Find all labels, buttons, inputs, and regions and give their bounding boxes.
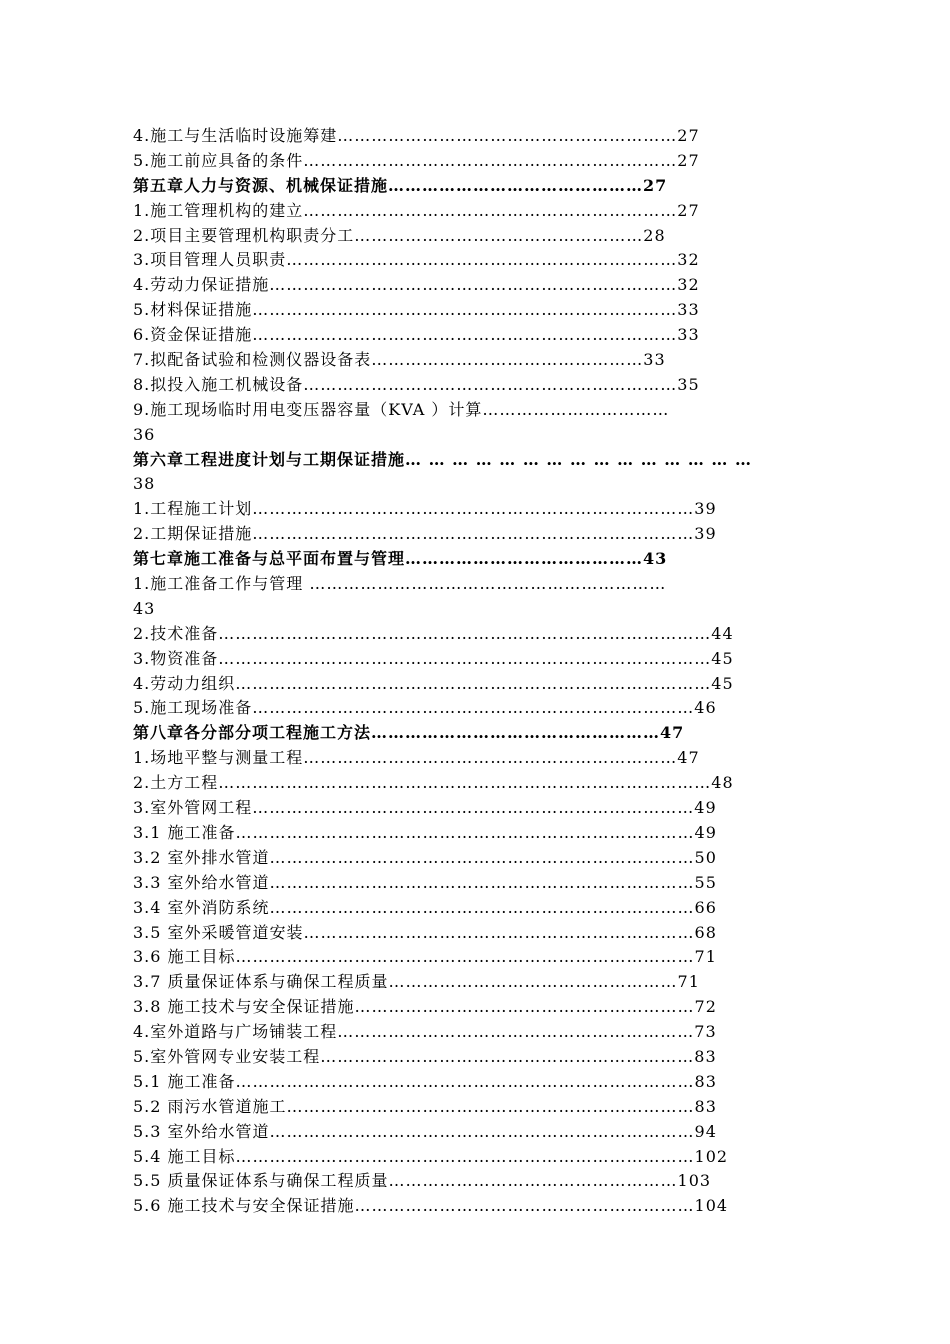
toc-entry[interactable]: 43 <box>133 598 156 618</box>
toc-entry[interactable]: 5.4 施工目标………………………………………………………………………102 <box>133 1146 729 1166</box>
toc-entry[interactable]: 3.8 施工技术与安全保证措施……………………………………………………72 <box>133 997 717 1017</box>
toc-entry[interactable]: 38 <box>133 474 156 494</box>
toc-entry[interactable]: 6.资金保证措施…………………………………………………………………33 <box>133 325 700 345</box>
toc-entry[interactable]: 3.物资准备……………………………………………………………………………45 <box>133 648 734 668</box>
toc-entry[interactable]: 4.施工与生活临时设施筹建……………………………………………………27 <box>133 126 700 145</box>
toc-chapter-entry[interactable]: 第五章人力与资源、机械保证措施………………………………………27 <box>133 175 668 195</box>
toc-entry[interactable]: 4.劳动力保证措施………………………………………………………………32 <box>133 275 700 295</box>
toc-chapter-entry[interactable]: 第七章施工准备与总平面布置与管理……………………………………43 <box>133 549 668 569</box>
toc-entry[interactable]: 3.项目管理人员职责……………………………………………………………32 <box>133 250 700 270</box>
toc-entry[interactable]: 36 <box>133 424 156 444</box>
toc-entry[interactable]: 4.劳动力组织…………………………………………………………………………45 <box>133 673 734 693</box>
toc-entry[interactable]: 5.材料保证措施…………………………………………………………………33 <box>133 300 700 320</box>
toc-entry[interactable]: 1.场地平整与测量工程…………………………………………………………47 <box>133 748 700 768</box>
toc-entry[interactable]: 3.4 室外消防系统…………………………………………………………………66 <box>133 897 717 917</box>
toc-chapter-entry[interactable]: 第六章工程进度计划与工期保证措施… … … … … … … … … … … … … … … <box>133 449 752 469</box>
toc-entry[interactable]: 3.室外管网工程……………………………………………………………………49 <box>133 798 717 818</box>
toc-entry[interactable]: 1.施工管理机构的建立…………………………………………………………27 <box>133 200 700 220</box>
toc-entry[interactable]: 2.工期保证措施……………………………………………………………………39 <box>133 524 717 544</box>
toc-entry[interactable]: 2.技术准备……………………………………………………………………………44 <box>133 623 734 643</box>
toc-entry[interactable]: 8.拟投入施工机械设备…………………………………………………………35 <box>133 374 700 394</box>
toc-entry[interactable]: 3.1 施工准备………………………………………………………………………49 <box>133 822 717 842</box>
toc-entry[interactable]: 7.拟配备试验和检测仪器设备表…………………………………………33 <box>133 350 666 370</box>
toc-chapter-entry[interactable]: 第八章各分部分项工程施工方法……………………………………………47 <box>133 723 685 743</box>
toc-entry[interactable]: 2.项目主要管理机构职责分工……………………………………………28 <box>133 225 666 245</box>
toc-entry[interactable]: 2.土方工程……………………………………………………………………………48 <box>133 773 734 793</box>
toc-entry[interactable]: 5.3 室外给水管道…………………………………………………………………94 <box>133 1121 717 1141</box>
toc-entry[interactable]: 5.6 施工技术与安全保证措施……………………………………………………104 <box>133 1196 729 1216</box>
toc-entry[interactable]: 5.2 雨污水管道施工………………………………………………………………83 <box>133 1096 717 1116</box>
table-of-contents <box>133 124 853 1219</box>
toc-entry[interactable]: 3.3 室外给水管道…………………………………………………………………55 <box>133 872 717 892</box>
toc-entry[interactable]: 5.施工现场准备……………………………………………………………………46 <box>133 698 717 718</box>
toc-entry[interactable]: 4.室外道路与广场铺装工程………………………………………………………73 <box>133 1022 717 1042</box>
toc-entry[interactable]: 5.5 质量保证体系与确保工程质量……………………………………………103 <box>133 1171 712 1191</box>
toc-entry[interactable]: 3.7 质量保证体系与确保工程质量……………………………………………71 <box>133 972 700 992</box>
toc-entry[interactable]: 3.5 室外采暖管道安装……………………………………………………………68 <box>133 922 717 942</box>
toc-entry[interactable]: 5.施工前应具备的条件…………………………………………………………27 <box>133 150 700 170</box>
toc-entry[interactable]: 5.1 施工准备………………………………………………………………………83 <box>133 1071 717 1091</box>
toc-entry[interactable]: 9.施工现场临时用电变压器容量（KVA ）计算…………………………… <box>133 399 670 419</box>
toc-entry[interactable]: 3.6 施工目标………………………………………………………………………71 <box>133 947 717 967</box>
toc-entry[interactable]: 3.2 室外排水管道…………………………………………………………………50 <box>133 847 717 867</box>
toc-entry[interactable]: 1.工程施工计划……………………………………………………………………39 <box>133 499 717 519</box>
toc-entry[interactable]: 5.室外管网专业安装工程…………………………………………………………83 <box>133 1046 717 1066</box>
toc-entry[interactable]: 1.施工准备工作与管理 ……………………………………………………… <box>133 574 667 594</box>
